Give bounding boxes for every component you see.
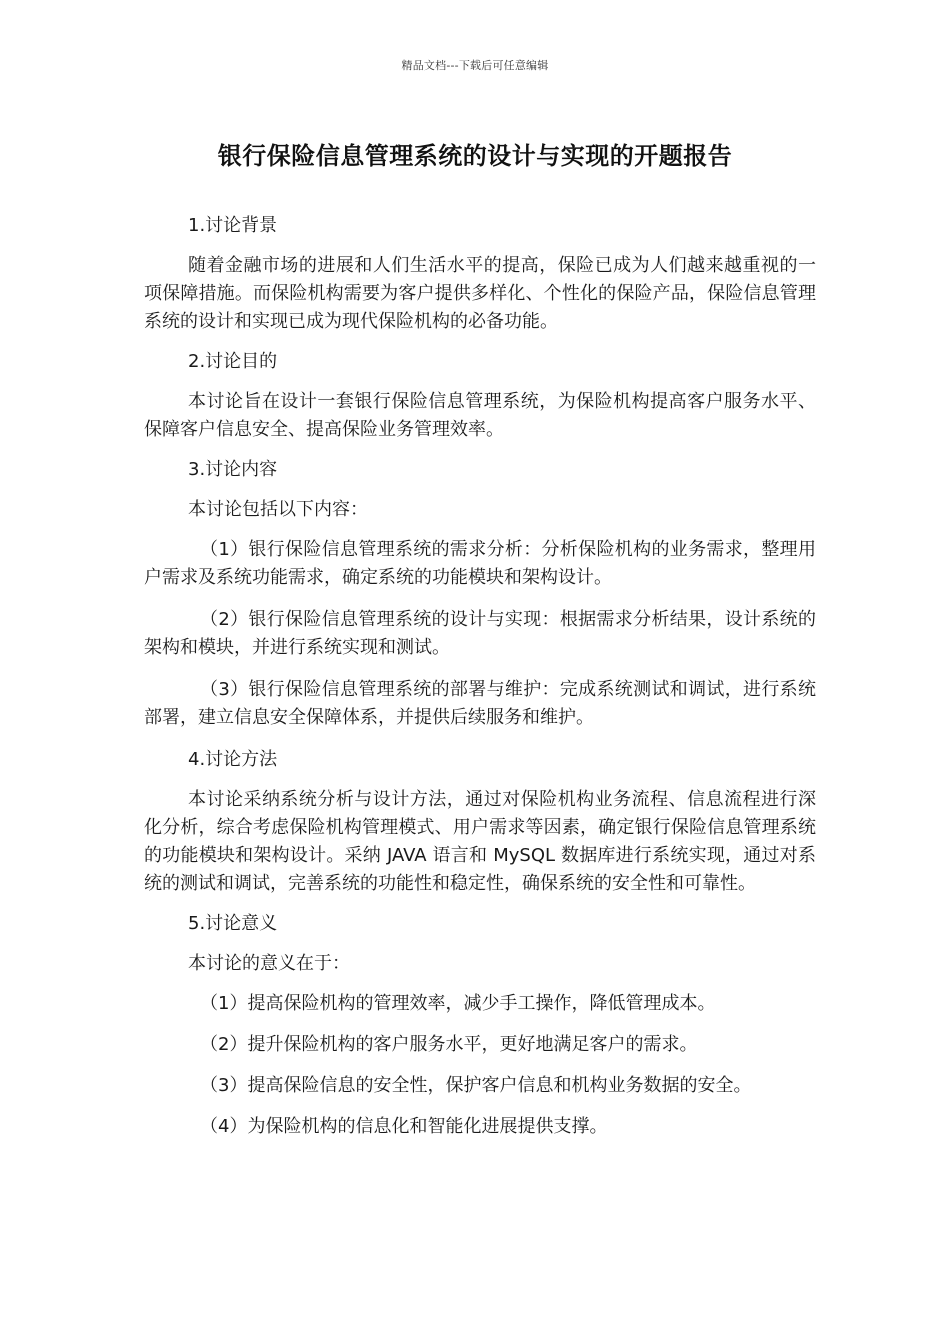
document-body <box>144 212 816 1154</box>
list-item: （3）银行保险信息管理系统的部署与维护：完成系统测试和调试，进行系统部署，建立信息安全保障体系，并提供后续服务和维护。 <box>144 679 816 728</box>
section-intro: 本讨论的意义在于： <box>188 953 350 974</box>
section-paragraph: 本讨论旨在设计一套银行保险信息管理系统，为保险机构提高客户服务水平、保障客户信息安全、提高保险业务管理效率。 <box>144 391 816 440</box>
list-item: （2）提升保险机构的客户服务水平，更好地满足客户的需求。 <box>200 1034 698 1055</box>
page-title: 银行保险信息管理系统的设计与实现的开题报告 <box>217 142 733 170</box>
section-paragraph: 随着金融市场的进展和人们生活水平的提高，保险已成为人们越来越重视的一项保障措施。而保险机构需要为客户提供多样化、个性化的保险产品，保险信息管理系统的设计和实现已成为现代保险机构的必备功能。 <box>144 255 816 332</box>
header-note: 精品文档---下载后可任意编辑 <box>401 59 549 72</box>
section-intro: 本讨论包括以下内容： <box>188 499 368 520</box>
section-heading-significance: 5.讨论意义 <box>188 913 278 934</box>
section-heading-background: 1.讨论背景 <box>188 215 278 236</box>
list-item: （1）银行保险信息管理系统的需求分析：分析保险机构的业务需求，整理用户需求及系统功能需求，确定系统的功能模块和架构设计。 <box>144 539 816 588</box>
list-item: （2）银行保险信息管理系统的设计与实现：根据需求分析结果，设计系统的架构和模块，并进行系统实现和测试。 <box>144 609 816 658</box>
list-item: （1）提高保险机构的管理效率，减少手工操作，降低管理成本。 <box>200 993 716 1014</box>
list-item: （4）为保险机构的信息化和智能化进展提供支撑。 <box>200 1116 608 1137</box>
section-heading-method: 4.讨论方法 <box>188 749 278 770</box>
list-item: （3）提高保险信息的安全性，保护客户信息和机构业务数据的安全。 <box>200 1075 752 1096</box>
section-heading-purpose: 2.讨论目的 <box>188 351 278 372</box>
section-paragraph: 本讨论采纳系统分析与设计方法，通过对保险机构业务流程、信息流程进行深化分析，综合考虑保险机构管理模式、用户需求等因素，确定银行保险信息管理系统的功能模块和架构设计。采纳 JAVA 语言和 MySQL 数据库进行系统实现，通过对系统的测试和调试，完善系统的功能性和稳定性，确保系统的安全性和可靠性。 <box>144 789 816 894</box>
section-heading-content: 3.讨论内容 <box>188 459 278 480</box>
